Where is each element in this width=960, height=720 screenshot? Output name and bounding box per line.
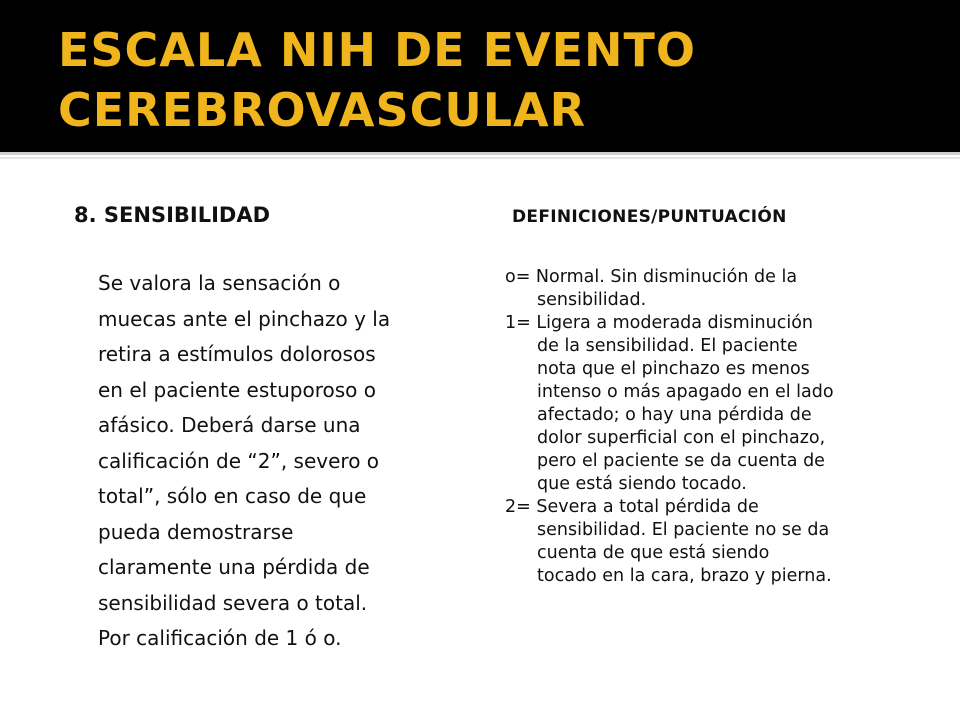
description-line: calificación de “2”, severo o	[98, 448, 380, 473]
description-line: retira a estímulos dolorosos	[98, 342, 376, 366]
definition-line: tocado en la cara, brazo y pierna.	[537, 566, 832, 586]
definition-line: afectado; o hay una pérdida de	[537, 405, 812, 425]
description-line: en el paciente estuporoso o	[98, 377, 376, 402]
description-line: claramente una pérdida de	[98, 555, 370, 579]
definition-line: que está siendo tocado.	[537, 474, 747, 494]
definition-line: sensibilidad.	[537, 290, 647, 310]
definition-item-2	[505, 496, 925, 588]
definition-line: nota que el pinchazo es menos	[537, 359, 810, 379]
definition-line: 1= Ligera a moderada disminución	[505, 313, 814, 333]
definition-line: 2= Severa a total pérdida de	[505, 497, 759, 517]
definition-line: de la sensibilidad. El paciente	[537, 336, 798, 356]
description-line: Por calificación de 1 ó o.	[98, 626, 342, 650]
header-divider	[0, 152, 960, 155]
page-title	[58, 20, 938, 140]
section-description	[98, 266, 438, 657]
description-line: muecas ante el pinchazo y la	[98, 306, 391, 331]
description-line: Se valora la sensación o	[98, 271, 341, 295]
definition-line: o= Normal. Sin disminución de la	[505, 267, 798, 287]
title-banner	[0, 0, 960, 152]
title-line: CEREBROVASCULAR	[58, 83, 587, 137]
definition-item-1	[505, 312, 925, 496]
definition-line: pero el paciente se da cuenta de	[537, 451, 825, 471]
definition-line: cuenta de que está siendo	[537, 543, 770, 563]
section-heading: 8. SENSIBILIDAD	[74, 203, 271, 227]
definitions-list	[505, 266, 925, 588]
definitions-heading: DEFINICIONES/PUNTUACIÓN	[512, 207, 787, 227]
header-divider-secondary	[0, 157, 960, 159]
description-line: pueda demostrarse	[98, 519, 294, 544]
definition-line: sensibilidad. El paciente no se da	[537, 520, 830, 540]
definition-line: dolor superficial con el pinchazo,	[537, 428, 826, 448]
definition-line: intenso o más apagado en el lado	[537, 382, 834, 402]
description-line: sensibilidad severa o total.	[98, 590, 368, 615]
description-line: total”, sólo en caso de que	[98, 484, 367, 508]
definition-item-0	[505, 266, 925, 312]
description-line: afásico. Deberá darse una	[98, 413, 361, 437]
title-line: ESCALA NIH DE EVENTO	[58, 23, 697, 77]
